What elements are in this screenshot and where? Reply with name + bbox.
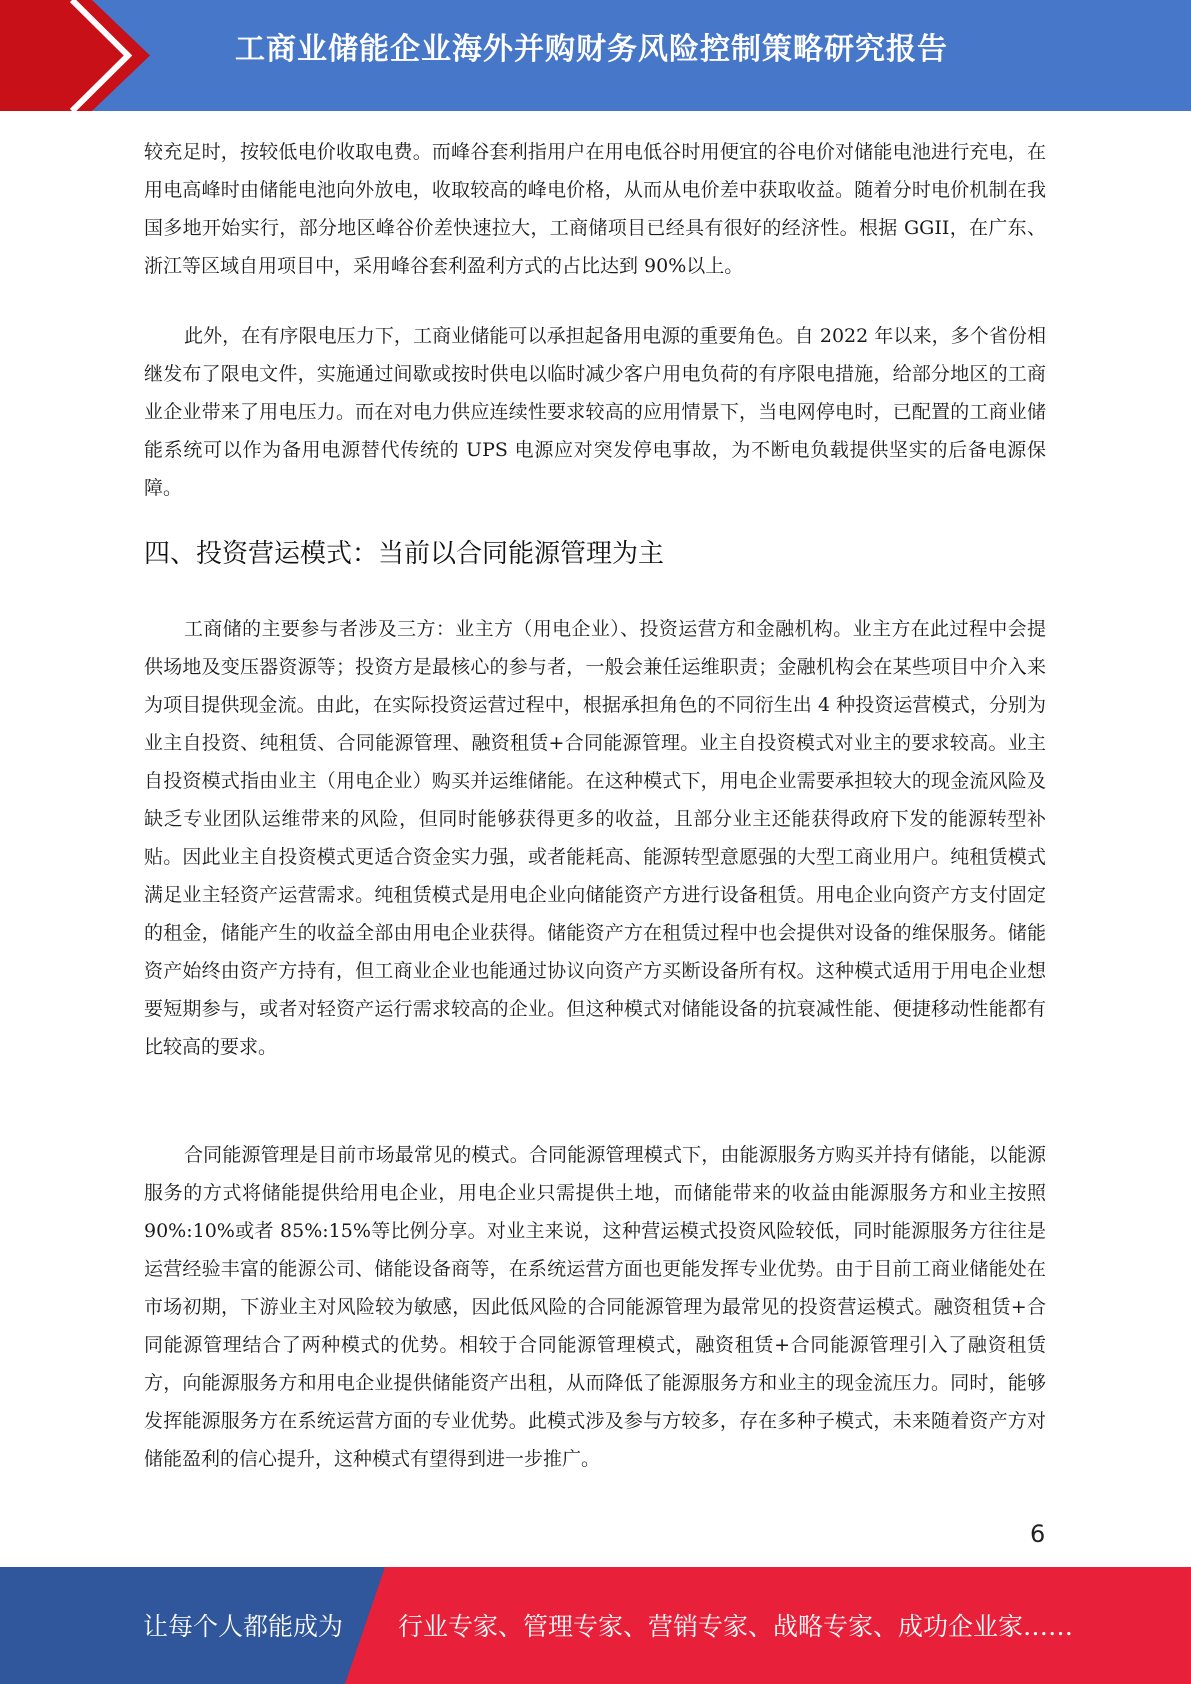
report-title: 工商业储能企业海外并购财务风险控制策略研究报告 [235, 32, 948, 67]
footer-slogan-left: 让每个人都能成为 [143, 1612, 344, 1641]
body-paragraph-3: 工商储的主要参与者涉及三方：业主方（用电企业）、投资运营方和金融机构。业主方在此过程中会提供场地及变压器资源等；投资方是最核心的参与者，一般会兼任运维职责；金融机构会在某些项目中介入来为项目提供现金流。由此，在实际投资运营过程中，根据承担角色的不同衍生出 4 种投资运营模式，分别为业主自投资、纯租赁、合同能源管理、融资租赁+合同能源管理。业主自投资模式对业主的要求较高。业主自投资模式指由业主（用电企业）购买并运维储能。在这种模式下，用电企业需要承担较大的现金流风险及缺乏专业团队运维带来的风险，但同时能够获得更多的收益，且部分业主还能获得政府下发的能源转型补贴。因此业主自投资模式更适合资金实力强，或者能耗高、能源转型意愿强的大型工商业用户。纯租赁模式满足业主轻资产运营需求。纯租赁模式是用电企业向储能资产方进行设备租赁。用电企业向资产方支付固定的租金，储能产生的收益全部由用电企业获得。储能资产方在租赁过程中也会提供对设备的维保服务。储能资产始终由资产方持有，但工商业企业也能通过协议向资产方买断设备所有权。这种模式适用于用电企业想要短期参与，或者对轻资产运行需求较高的企业。但这种模式对储能设备的抗衰减性能、便捷移动性能都有比较高的要求。 [144, 618, 1046, 1058]
body-paragraph-2: 此外，在有序限电压力下，工商业储能可以承担起备用电源的重要角色。自 2022 年以来，多个省份相继发布了限电文件，实施通过间歇或按时供电以临时减少客户用电负荷的有序限电措施，给部分地区的工商业企业带来了用电压力。而在对电力供应连续性要求较高的应用情景下，当电网停电时，已配置的工商业储能系统可以作为备用电源替代传统的 UPS 电源应对突发停电事故，为不断电负载提供坚实的后备电源保障。 [144, 325, 1046, 499]
page-header [0, 0, 1191, 111]
section-heading: 四、投资营运模式：当前以合同能源管理为主 [144, 539, 665, 569]
page-number: 6 [1030, 1520, 1046, 1548]
body-paragraph-4: 合同能源管理是目前市场最常见的模式。合同能源管理模式下，由能源服务方购买并持有储能，以能源服务的方式将储能提供给用电企业，用电企业只需提供土地，而储能带来的收益由能源服务方和业主按照 90%:10%或者 85%:15%等比例分享。对业主来说，这种营运模式投资风险较低，同时能源服务方往往是运营经验丰富的能源公司、储能设备商等，在系统运营方面也更能发挥专业优势。由于目前工商业储能处在市场初期，下游业主对风险较为敏感，因此低风险的合同能源管理为最常见的投资营运模式。融资租赁+合同能源管理结合了两种模式的优势。相较于合同能源管理模式，融资租赁+合同能源管理引入了融资租赁方，向能源服务方和用电企业提供储能资产出租，从而降低了能源服务方和业主的现金流压力。同时，能够发挥能源服务方在系统运营方面的专业优势。此模式涉及参与方较多，存在多种子模式，未来随着资产方对储能盈利的信心提升，这种模式有望得到进一步推广。 [144, 1144, 1046, 1470]
footer-slogan-right: 行业专家、管理专家、营销专家、战略专家、成功企业家…… [398, 1612, 1074, 1641]
header-red-arrow-decoration [0, 0, 150, 111]
page-footer [0, 1567, 1191, 1684]
body-paragraph-1: 较充足时，按较低电价收取电费。而峰谷套利指用户在用电低谷时用便宜的谷电价对储能电池进行充电，在用电高峰时由储能电池向外放电，收取较高的峰电价格，从而从电价差中获取收益。随着分时电价机制在我国多地开始实行，部分地区峰谷价差快速拉大，工商储项目已经具有很好的经济性。根据 GGII，在广东、浙江等区域自用项目中，采用峰谷套利盈利方式的占比达到 90%以上。 [144, 141, 1046, 277]
